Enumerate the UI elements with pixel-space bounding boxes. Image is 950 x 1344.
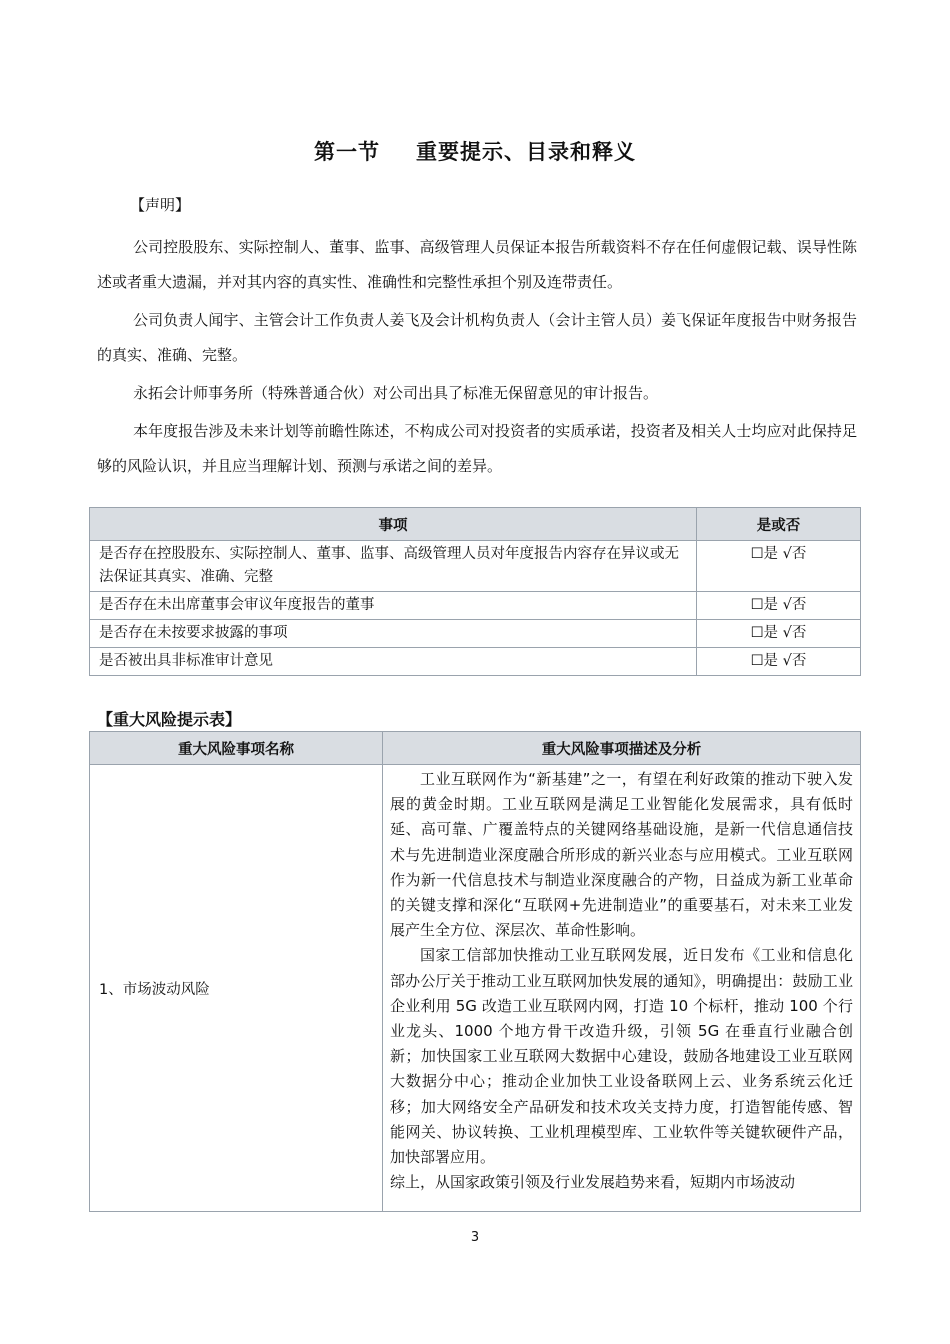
table-row [90, 541, 861, 592]
matter-item: 是否存在控股股东、实际控制人、董事、监事、高级管理人员对年度报告内容存在异议或无法保证其真实、准确、完整 [90, 541, 697, 592]
risk-name: 1、市场波动风险 [90, 765, 383, 1212]
declaration-heading: 【声明】 [130, 196, 191, 214]
risk-description [383, 765, 861, 1212]
declaration-paragraph: 本年度报告涉及未来计划等前瞻性陈述，不构成公司对投资者的实质承诺，投资者及相关人士均应对此保持足够的风险认识，并且应当理解计划、预测与承诺之间的差异。 [97, 422, 857, 475]
matter-item: 是否存在未按要求披露的事项 [90, 620, 697, 648]
risk-table [89, 731, 861, 1212]
section-title [0, 136, 950, 166]
declaration-paragraph: 永拓会计师事务所（特殊普通合伙）对公司出具了标准无保留意见的审计报告。 [133, 384, 659, 402]
matters-header-answer: 是或否 [697, 508, 861, 541]
section-number: 第一节 [314, 140, 380, 164]
declaration-paragraph: 公司控股股东、实际控制人、董事、监事、高级管理人员保证本报告所载资料不存在任何虚假记载、误导性陈述或者重大遗漏，并对其内容的真实性、准确性和完整性承担个别及连带责任。 [97, 238, 857, 291]
declaration-paragraph: 公司负责人闻宇、主管会计工作负责人姜飞及会计机构负责人（会计主管人员）姜飞保证年度报告中财务报告的真实、准确、完整。 [97, 311, 857, 364]
matter-answer: ☐是 √否 [697, 541, 861, 592]
matter-item: 是否被出具非标准审计意见 [90, 648, 697, 676]
table-row [90, 765, 861, 1212]
matter-answer: ☐是 √否 [697, 592, 861, 620]
risk-header-desc: 重大风险事项描述及分析 [383, 732, 861, 765]
matters-header-row [90, 508, 861, 541]
declaration-body [97, 230, 857, 487]
risk-header-row [90, 732, 861, 765]
risk-header-name: 重大风险事项名称 [90, 732, 383, 765]
matters-table [89, 507, 861, 676]
matter-item: 是否存在未出席董事会审议年度报告的董事 [90, 592, 697, 620]
table-row [90, 620, 861, 648]
matter-answer: ☐是 √否 [697, 648, 861, 676]
risk-table-heading: 【重大风险提示表】 [97, 710, 242, 729]
matter-answer: ☐是 √否 [697, 620, 861, 648]
matters-header-item: 事项 [90, 508, 697, 541]
page-number: 3 [470, 1230, 480, 1245]
risk-paragraph: 工业互联网作为“新基建”之一，有望在利好政策的推动下驶入发展的黄金时期。工业互联网是满足工业智能化发展需求，具有低时延、高可靠、广覆盖特点的关键网络基础设施，是新一代信息通信技术与先进制造业深度融合所形成的新兴业态与应用模式。工业互联网作为新一代信息技术与制造业深度融合的产物，日益成为新工业革命的关键支撑和深化“互联网+先进制造业”的重要基石，对未来工业发展产生全方位、深层次、革命性影响。 [390, 770, 853, 940]
table-row [90, 592, 861, 620]
section-name: 重要提示、目录和释义 [416, 140, 636, 164]
risk-paragraph: 国家工信部加快推动工业互联网发展，近日发布《工业和信息化部办公厅关于推动工业互联网加快发展的通知》，明确提出：鼓励工业企业利用 5G 改造工业互联网内网，打造 10 个标杆，推动 100 个行业龙头、1000 个地方骨干改造升级，引领 5G 在垂直行业融合创新；加快国家工业互联网大数据中心建设，鼓励各地建设工业互联网大数据分中心；推动企业加快工业设备联网上云、业务系统云化迁移；加大网络安全产品研发和技术攻关支持力度，打造智能传感、智能网关、协议转换、工业机理模型库、工业软件等关键软硬件产品，加快部署应用。 [390, 946, 853, 1167]
table-row [90, 648, 861, 676]
risk-paragraph: 综上，从国家政策引领及行业发展趋势来看，短期内市场波动 [390, 1173, 796, 1192]
